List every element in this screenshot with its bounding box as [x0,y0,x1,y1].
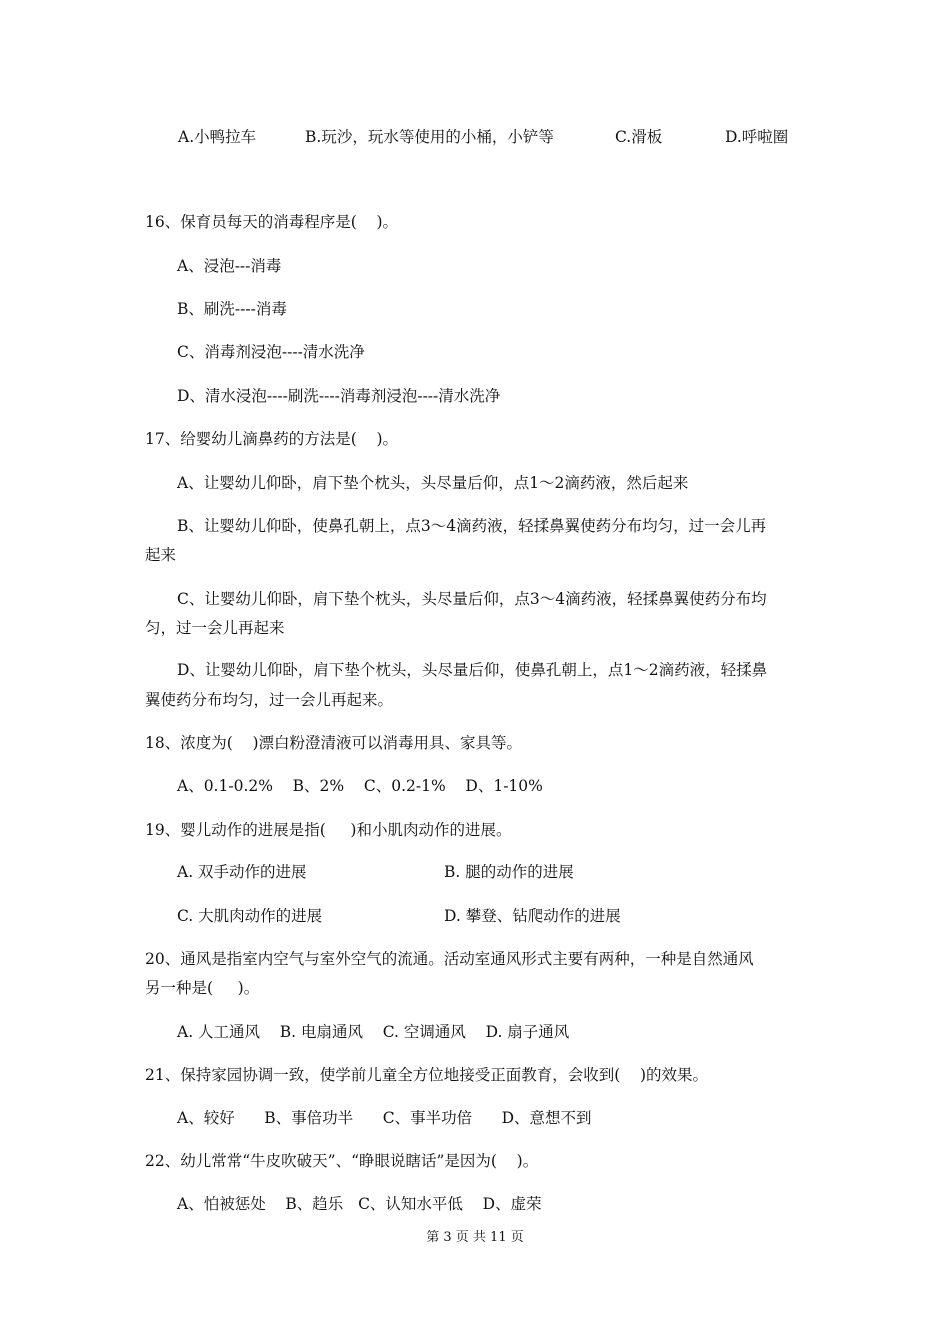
q22-options: A、怕被惩处 B、趋乐 C、认知水平低 D、虚荣 [177,1195,542,1213]
q17-option-d-line2: 翼使药分布均匀，过一会儿再起来。 [145,691,394,709]
q15-option-d: D.呼啦圈 [725,128,789,146]
q21-stem: 21、保持家园协调一致，使学前儿童全方位地接受正面教育，会收到( )的效果。 [145,1066,709,1084]
q18-options: A、0.1-0.2% B、2% C、0.2-1% D、1-10% [177,777,543,795]
q22-stem: 22、幼儿常常“牛皮吹破天”、“睁眼说瞎话”是因为( )。 [145,1152,539,1170]
page-footer: 第 3 页 共 11 页 [426,1230,524,1245]
q16-option-d: D、清水浸泡----刷洗----消毒剂浸泡----清水洗净 [177,387,501,405]
q17-option-c-line1: C、让婴幼儿仰卧，肩下垫个枕头，头尽量后仰，点3～4滴药液，轻揉鼻翼使药分布均 [177,590,767,608]
q21-options: A、较好 B、事倍功半 C、事半功倍 D、意想不到 [177,1109,592,1127]
q18-stem: 18、浓度为( )漂白粉澄清液可以消毒用具、家具等。 [145,734,523,752]
q17-option-a: A、让婴幼儿仰卧，肩下垫个枕头，头尽量后仰，点1～2滴药液，然后起来 [177,474,689,492]
q19-option-a: A. 双手动作的进展 [177,863,307,881]
q20-options: A. 人工通风 B. 电扇通风 C. 空调通风 D. 扇子通风 [177,1023,570,1041]
q16-stem: 16、保育员每天的消毒程序是( )。 [145,213,399,231]
q15-option-c: C.滑板 [615,128,663,146]
q17-option-c-line2: 匀，过一会儿再起来 [145,619,285,637]
q20-stem-line2: 另一种是( )。 [145,979,260,997]
q19-stem: 19、婴儿动作的进展是指( )和小肌肉动作的进展。 [145,821,512,839]
q16-option-a: A、浸泡---消毒 [177,257,282,275]
q15-option-b: B.玩沙，玩水等使用的小桶，小铲等 [305,128,554,146]
q17-option-d-line1: D、让婴幼儿仰卧，肩下垫个枕头，头尽量后仰，使鼻孔朝上，点1～2滴药液，轻揉鼻 [177,661,768,679]
q17-option-b-line2: 起来 [145,546,177,564]
q17-stem: 17、给婴幼儿滴鼻药的方法是( )。 [145,430,399,448]
q19-option-d: D. 攀登、钻爬动作的进展 [444,907,621,925]
q15-option-a: A.小鸭拉车 [178,128,257,146]
q16-option-b: B、刷洗----消毒 [177,300,287,318]
q19-option-c: C. 大肌肉动作的进展 [177,907,323,925]
q16-option-c: C、消毒剂浸泡----清水洗净 [177,343,365,361]
q20-stem-line1: 20、通风是指室内空气与室外空气的流通。活动室通风形式主要有两种，一种是自然通风 [145,950,754,968]
q17-option-b-line1: B、让婴幼儿仰卧，使鼻孔朝上，点3～4滴药液，轻揉鼻翼使药分布均匀，过一会儿再 [177,517,767,535]
q19-option-b: B. 腿的动作的进展 [444,863,574,881]
